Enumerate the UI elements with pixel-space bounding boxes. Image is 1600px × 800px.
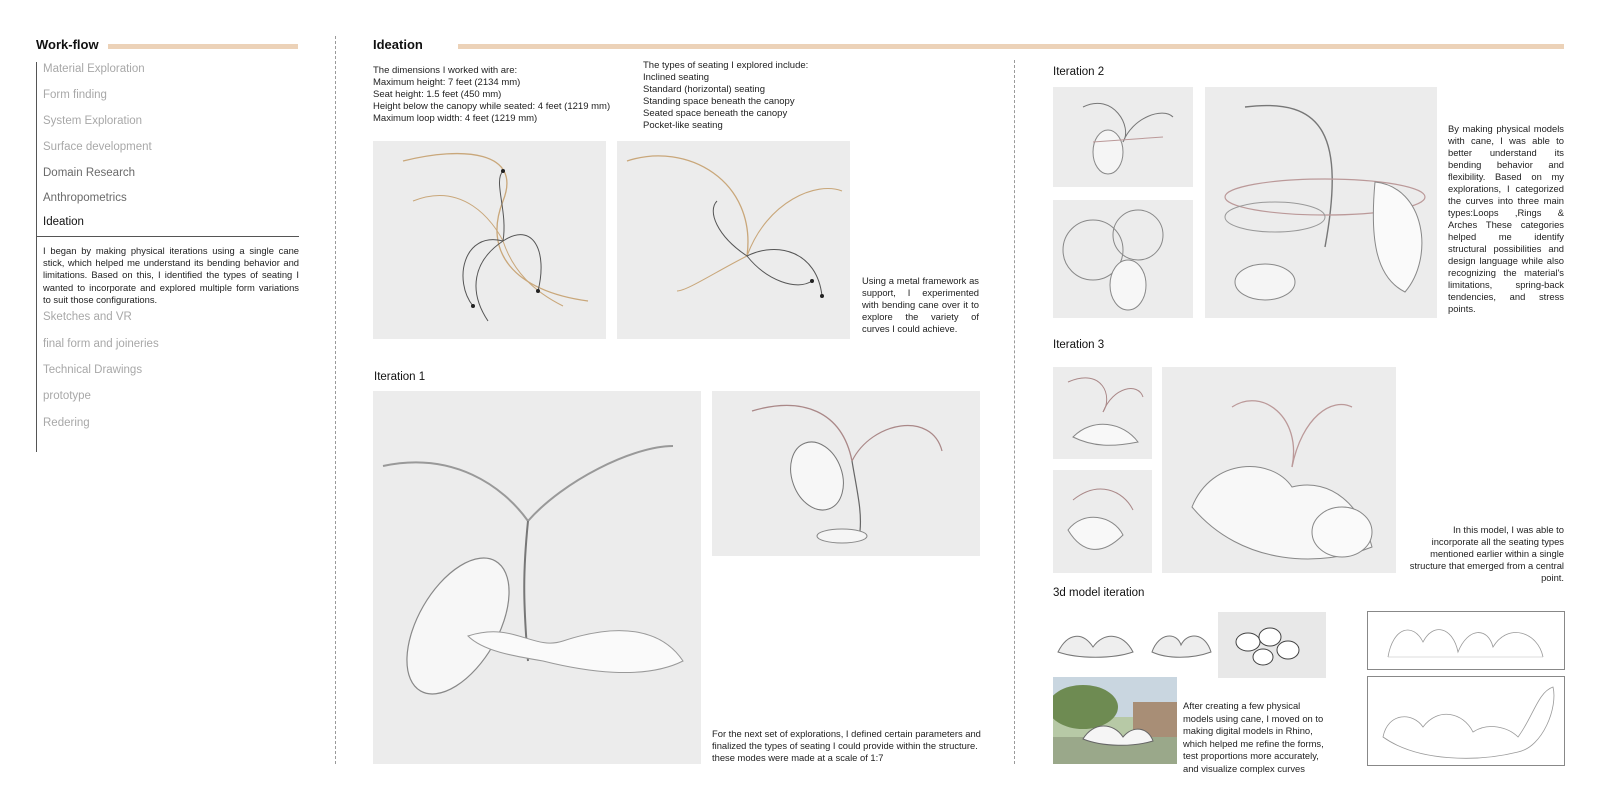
workflow-active-underline	[36, 236, 299, 237]
seating-inclined: Inclined seating	[643, 72, 710, 83]
model3d-render-2	[1147, 627, 1215, 663]
iteration3-photo-1	[1053, 367, 1152, 459]
seating-pocket: Pocket-like seating	[643, 120, 723, 131]
iteration3-photo-large	[1162, 367, 1396, 573]
seating-standard: Standard (horizontal) seating	[643, 84, 765, 95]
framework-description: Using a metal framework as support, I experimented with bending cane over it to explore the variety of curves I could achieve.	[862, 275, 979, 334]
workflow-item-prototype[interactable]: prototype	[43, 390, 91, 402]
iteration3-photo-2	[1053, 470, 1152, 573]
workflow-item-material-exploration[interactable]: Material Exploration	[43, 63, 145, 75]
iteration1-photo-large	[373, 391, 701, 764]
workflow-item-anthropometrics[interactable]: Anthropometrics	[43, 192, 127, 204]
seating-seated-canopy: Seated space beneath the canopy	[643, 108, 788, 119]
workflow-title: Work-flow	[36, 37, 99, 52]
workflow-item-sketches-vr[interactable]: Sketches and VR	[43, 311, 132, 323]
dimension-loop-width: Maximum loop width: 4 feet (1219 mm)	[373, 113, 538, 124]
workflow-item-final-form[interactable]: final form and joineries	[43, 338, 159, 350]
model3d-description: After creating a few physical models using cane, I moved on to making digital models in Rhino, which helped me refine the forms, test proportions more accurately, and visualize complex curves	[1183, 700, 1324, 774]
model3d-render-3	[1218, 612, 1326, 678]
seating-types-list	[643, 60, 808, 132]
workflow-description: I began by making physical iterations using a single cane stick, which helped me understand its bending behavior and limitations. Based on this, I identified the types of seating I wanted to incorporate and explored multiple form variations to suit those configurations.	[43, 245, 299, 305]
iteration1-title: Iteration 1	[374, 371, 426, 383]
seating-types-heading: The types of seating I explored include:	[643, 60, 809, 71]
model3d-site-render	[1053, 677, 1177, 764]
workflow-item-rendering[interactable]: Redering	[43, 417, 90, 429]
iteration3-title: Iteration 3	[1053, 339, 1105, 351]
ideation-title: Ideation	[373, 37, 423, 52]
model3d-title: 3d model iteration	[1053, 587, 1145, 599]
seating-standing: Standing space beneath the canopy	[643, 96, 795, 107]
dimension-seat-height: Seat height: 1.5 feet (450 mm)	[373, 89, 502, 100]
iteration2-photo-large	[1205, 87, 1437, 318]
dimension-canopy-height: Height below the canopy while seated: 4 feet (1219 mm)	[373, 101, 611, 112]
section-divider-right	[1014, 60, 1015, 764]
iteration2-photo-2	[1053, 200, 1193, 318]
dimensions-heading: The dimensions I worked with are:	[373, 65, 518, 76]
workflow-item-domain-research[interactable]: Domain Research	[43, 167, 136, 179]
dimension-max-height: Maximum height: 7 feet (2134 mm)	[373, 77, 521, 88]
framework-photo-2	[617, 141, 850, 339]
workflow-timeline-line	[36, 62, 37, 452]
model3d-render-1	[1053, 627, 1137, 663]
iteration3-description: In this model, I was able to incorporate all the seating types mentioned earlier within a single structure that emerged from a central point.	[1409, 524, 1564, 583]
workflow-item-technical-drawings[interactable]: Technical Drawings	[43, 364, 143, 376]
iteration1-description: For the next set of explorations, I defined certain parameters and finalized the types of seating I could provide within the structure. these modes were made at a scale of 1:7	[712, 728, 981, 763]
iteration2-photo-1	[1053, 87, 1193, 187]
workflow-item-form-finding[interactable]: Form finding	[43, 89, 107, 101]
model3d-sketch-2	[1367, 676, 1565, 766]
workflow-item-surface-development[interactable]: Surface development	[43, 141, 152, 153]
dimensions-list	[373, 65, 610, 125]
workflow-accent-bar	[108, 44, 298, 49]
iteration2-description: By making physical models with cane, I was able to better understand its bending behavior and flexibility. Based on my explorations, I categorized the curves into three main types:Loops ,Rings & Arches These categories helped me identify structural possibilities and design language while also recognizing the material's limitations, spring-back tendencies, and stress points.	[1448, 123, 1564, 314]
framework-photo-1	[373, 141, 606, 339]
iteration2-title: Iteration 2	[1053, 66, 1105, 78]
ideation-accent-bar	[458, 44, 1564, 49]
workflow-item-system-exploration[interactable]: System Exploration	[43, 115, 143, 127]
section-divider-left	[335, 36, 336, 764]
iteration1-photo-small	[712, 391, 980, 556]
workflow-item-ideation[interactable]: Ideation	[43, 216, 84, 228]
model3d-sketch-1	[1367, 611, 1565, 670]
